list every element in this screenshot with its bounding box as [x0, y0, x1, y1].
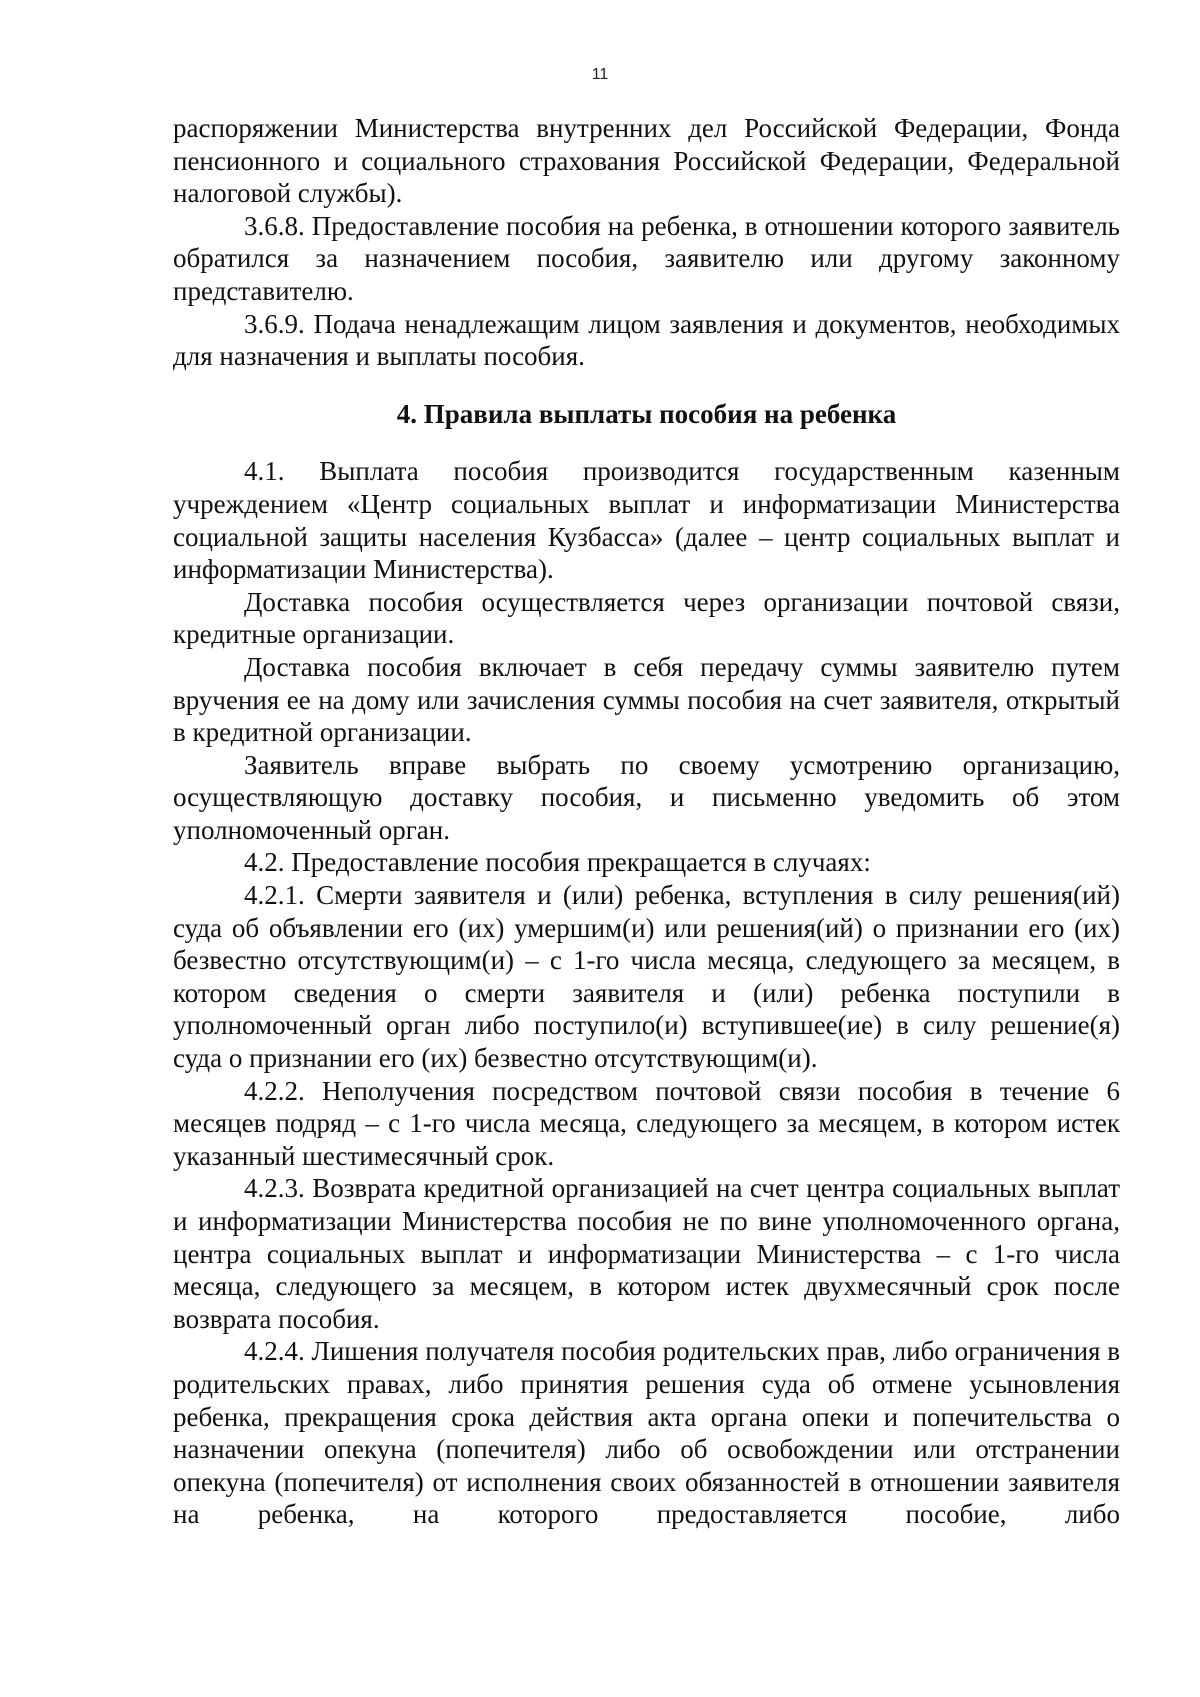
paragraph-applicant-choice: Заявитель вправе выбрать по своему усмотрению организацию, осуществляющую доставку пособия, и письменно уведомить об этом уполномоченный орган.: [173, 749, 1120, 845]
paragraph-3-6-8: 3.6.8. Предоставление пособия на ребенка, в отношении которого заявитель обратился за назначением пособия, заявителю или другому законному представителю.: [173, 210, 1120, 306]
paragraph-4-2-3: 4.2.3. Возврата кредитной организацией на счет центра социальных выплат и информатизации Министерства пособия не по вине уполномоченного органа, центра социальных выплат и информатизации Министерства – с 1-го числа месяца, следующего за месяцем, в котором истек двухмесячный срок после возврата пособия.: [173, 1173, 1120, 1334]
paragraph-4-2: 4.2. Предоставление пособия прекращается в случаях:: [244, 847, 871, 878]
paragraph-4-2-2: 4.2.2. Неполучения посредством почтовой связи пособия в течение 6 месяцев подряд – с 1-го числа месяца, следующего за месяцем, в котором истек указанный шестимесячный срок.: [173, 1075, 1120, 1171]
section-heading: 4. Правила выплаты пособия на ребенка: [396, 398, 897, 429]
paragraph-delivery-methods: Доставка пособия включает в себя передачу суммы заявителю путем вручения ее на дому или зачисления суммы пособия на счет заявителя, открытый в кредитной организации.: [173, 651, 1120, 748]
paragraph-4-2-4: 4.2.4. Лишения получателя пособия родительских прав, либо ограничения в родительских правах, либо принятия решения суда об отмене усыновления ребенка, прекращения срока действия акта органа опеки и попечительства о назначении опекуна (попечителя) либо об освобождении или отстранении опекуна (попечителя) от исполнения своих обязанностей в отношении заявителя на ребенка, на которого предоставляется пособие, либо: [173, 1336, 1120, 1530]
paragraph-3-6-9: 3.6.9. Подача ненадлежащим лицом заявления и документов, необходимых для назначения и выплаты пособия.: [173, 308, 1120, 372]
paragraph-4-2-1: 4.2.1. Смерти заявителя и (или) ребенка, вступления в силу решения(ий) суда об объявлении его (их) умершим(и) или решения(ий) о признании его (их) безвестно отсутствующим(и) – с 1-го числа месяца, следующего за месяцем, в котором сведения о смерти заявителя и (или) ребенка поступили в уполномоченный орган либо поступило(и) вступившее(ие) в силу решение(я) суда о признании его (их) безвестно отсутствующим(и).: [173, 880, 1120, 1074]
paragraph-delivery-organizations: Доставка пособия осуществляется через организации почтовой связи, кредитные организации.: [173, 586, 1120, 650]
paragraph-4-1: 4.1. Выплата пособия производится государственным казенным учреждением «Центр социальных выплат и информатизации Министерства социальной защиты населения Кузбасса» (далее – центр социальных выплат и информатизации Министерства).: [173, 456, 1120, 585]
document-body: [173, 112, 1120, 1531]
page-number: 11: [591, 66, 609, 83]
paragraph-continuation: распоряжении Министерства внутренних дел Российской Федерации, Фонда пенсионного и социального страхования Российской Федерации, Федеральной налоговой службы).: [173, 113, 1120, 209]
